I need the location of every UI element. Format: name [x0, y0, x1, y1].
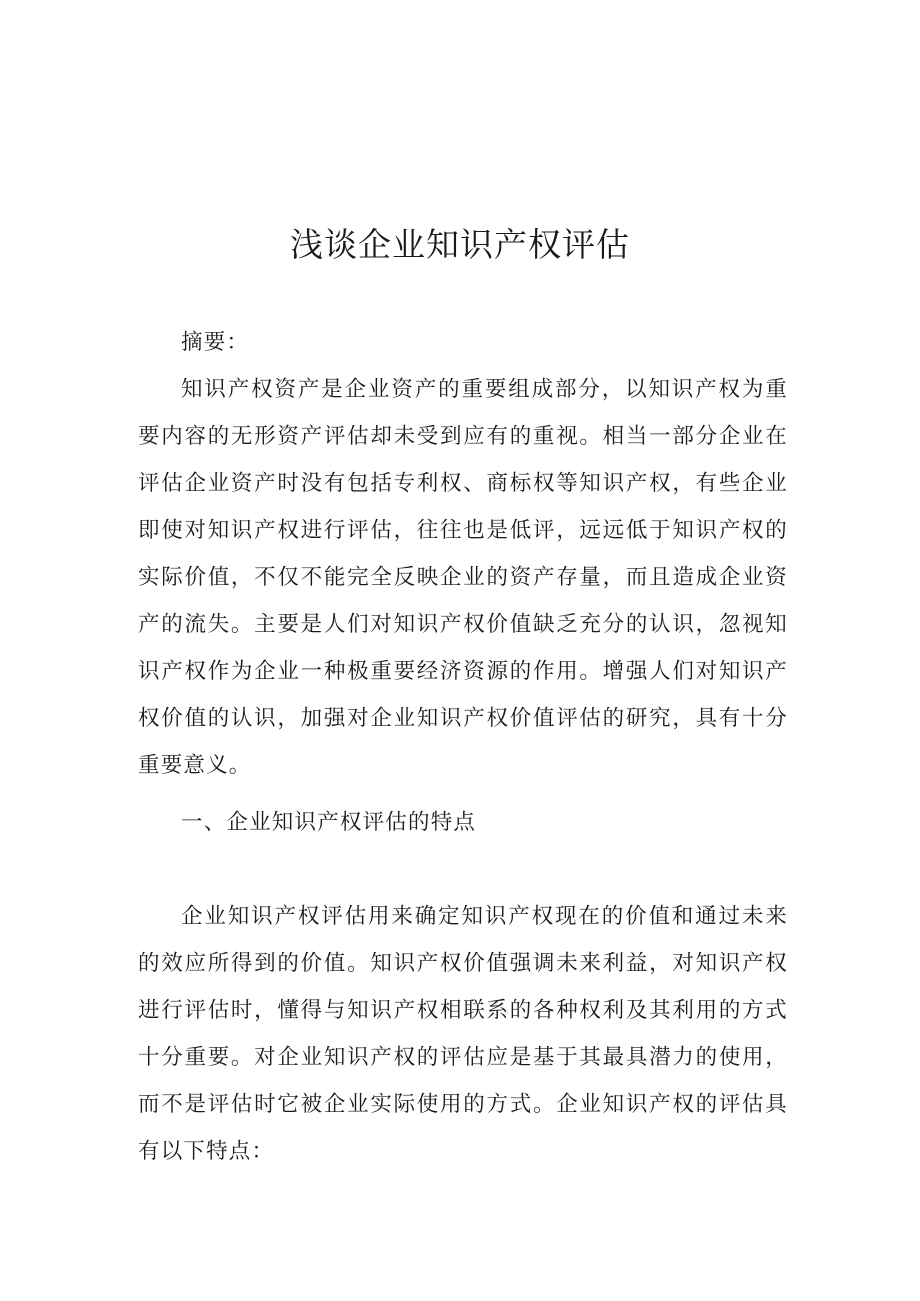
document-title: 浅谈企业知识产权评估	[290, 225, 630, 264]
section-paragraph: 企业知识产权评估用来确定知识产权现在的价值和通过未来的效应所得到的价值。知识产权价值强调未来利益，对知识产权进行评估时，懂得与知识产权相联系的各种权利及其利用的方式十分重要。对企业知识产权的评估应是基于其最具潜力的使用，而不是评估时它被企业实际使用的方式。企业知识产权的评估具有以下特点：	[138, 904, 788, 1164]
abstract-label: 摘要：	[181, 330, 250, 355]
abstract-paragraph: 知识产权资产是企业资产的重要组成部分，以知识产权为重要内容的无形资产评估却未受到应有的重视。相当一部分企业在评估企业资产时没有包括专利权、商标权等知识产权，有些企业即使对知识产权进行评估，往往也是低评，远远低于知识产权的实际价值，不仅不能完全反映企业的资产存量，而且造成企业资产的流失。主要是人们对知识产权价值缺乏充分的认识，忽视知识产权作为企业一种极重要经济资源的作用。增强人们对知识产权价值的认识，加强对企业知识产权价值评估的研究，具有十分重要意义。	[138, 377, 788, 778]
section-heading: 一、企业知识产权评估的特点	[181, 810, 477, 835]
